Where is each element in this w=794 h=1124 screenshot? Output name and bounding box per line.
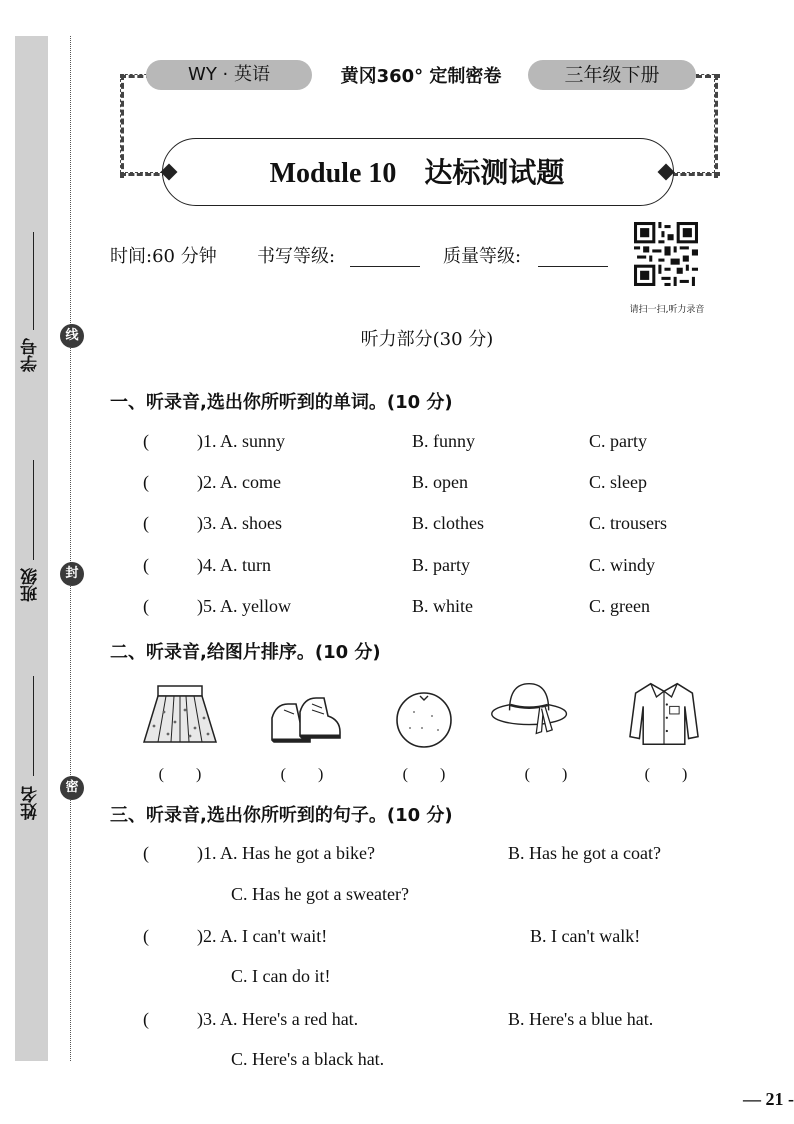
sentence-2-option-c: C. I can do it! [231,966,331,986]
picture-3-answer[interactable]: ( ) [402,766,446,783]
orange-icon [384,682,464,752]
sentence-3-option-b: B. Here's a blue hat. [508,1009,654,1029]
time-limit: 时间:60 分钟 [110,246,217,267]
question-3-option-a: )3. A. shoes [197,513,282,533]
picture-2-answer[interactable]: ( ) [280,766,324,783]
class-label: 班级 [21,568,41,602]
question-4-option-c: C. windy [589,555,656,575]
answer-paren: ( [143,555,149,575]
binding-strip [15,36,48,1061]
writing-grade-label: 书写等级: [257,246,336,267]
page-title: Module 10 达标测试题 [269,158,565,189]
question-1-option-b: B. funny [412,431,475,451]
qr-caption: 请扫一扫,听力录音 [629,305,705,315]
question-5-option-a: )5. A. yellow [197,596,291,616]
picture-5-answer[interactable]: ( ) [644,766,688,783]
question-4-option-a: )4. A. turn [197,555,271,575]
sentence-1-option-c: C. Has he got a sweater? [231,884,409,904]
binding-dotted-line [70,36,71,1061]
question-4-option-b: B. party [412,555,470,575]
question-1-option-c: C. party [589,431,647,451]
hat-icon [490,678,570,748]
question-1-option-a: )1. A. sunny [197,431,286,451]
section3-title: 三、听录音,选出你所听到的句子。(10 分) [110,805,453,826]
answer-paren: ( [143,596,149,616]
answer-paren: ( [143,843,149,863]
question-2-option-c: C. sleep [589,472,647,492]
seal-line-mark: 线 [60,324,84,348]
question-3-option-c: C. trousers [589,513,667,533]
answer-paren: ( [143,472,149,492]
name-line [33,676,34,776]
series-title: 黄冈360° 定制密卷 [340,66,502,87]
answer-paren: ( [143,513,149,533]
question-5-option-b: B. white [412,596,473,616]
question-2-option-a: )2. A. come [197,472,281,492]
qr-code-icon[interactable] [634,222,698,286]
answer-paren: ( [143,431,149,451]
picture-4-answer[interactable]: ( ) [524,766,568,783]
student-no-label: 学号 [21,338,41,372]
quality-grade-label: 质量等级: [443,246,522,267]
picture-1-answer[interactable]: ( ) [158,766,202,783]
writing-grade-blank[interactable] [350,266,420,267]
seal-seal-mark: 封 [60,562,84,586]
shirt-icon [624,678,704,748]
question-5-option-c: C. green [589,596,650,616]
skirt-icon [140,682,220,752]
question-3-option-b: B. clothes [412,513,484,533]
section2-title: 二、听录音,给图片排序。(10 分) [110,642,381,663]
seal-mi-mark: 密 [60,776,84,800]
sentence-2-option-a: )2. A. I can't wait! [197,926,328,946]
quality-grade-blank[interactable] [538,266,608,267]
header-dash-right-vertical [714,74,718,178]
sentence-3-option-a: )3. A. Here's a red hat. [197,1009,359,1029]
sentence-2-option-b: B. I can't walk! [530,926,641,946]
grade-pill: 三年级下册 [528,60,696,90]
name-label: 姓名 [21,786,41,820]
subject-pill: WY · 英语 [146,60,312,90]
listening-section-header: 听力部分(30 分) [360,329,494,350]
answer-paren: ( [143,926,149,946]
sentence-1-option-b: B. Has he got a coat? [508,843,661,863]
student-no-line [33,232,34,330]
sentence-1-option-a: )1. A. Has he got a bike? [197,843,375,863]
class-line [33,460,34,560]
page-number: — 21 - [743,1089,794,1109]
sentence-3-option-c: C. Here's a black hat. [231,1049,385,1069]
header-dash-right-bottom [672,172,720,176]
section1-title: 一、听录音,选出你所听到的单词。(10 分) [110,392,453,413]
answer-paren: ( [143,1009,149,1029]
question-2-option-b: B. open [412,472,468,492]
shoes-icon [266,682,346,752]
header-dash-left-vertical [120,74,124,178]
